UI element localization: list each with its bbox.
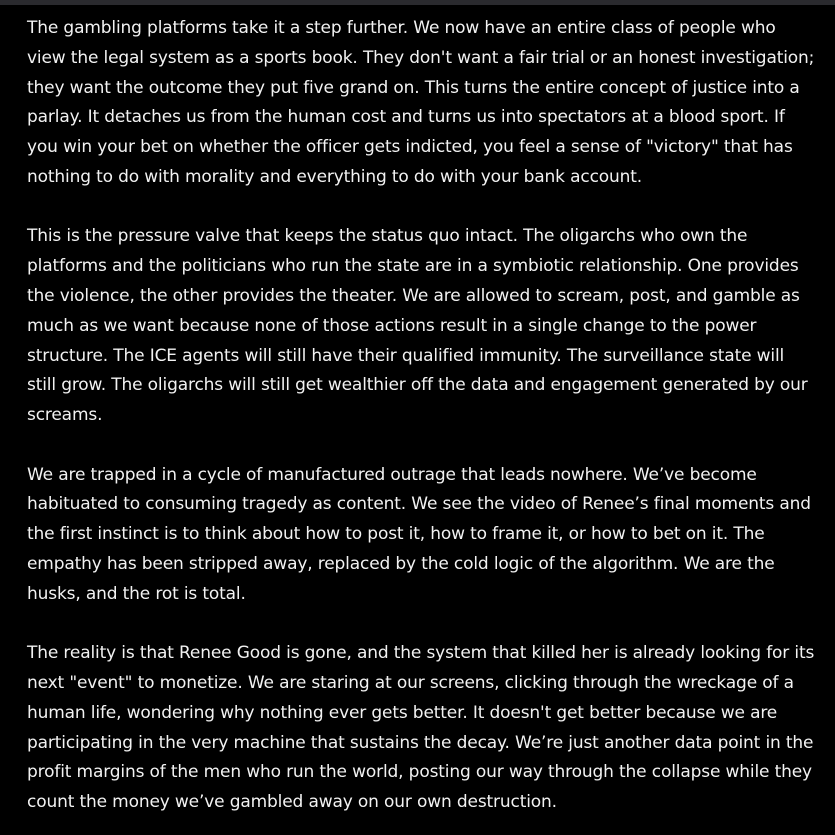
- article-paragraph: This is the pressure valve that keeps the status quo intact. The oligarchs who own the platforms and the politicians who run the state are in a symbiotic relationship. One provides the violence, the other provides the theater. We are allowed to scream, post, and gamble as much as we want because none of those actions result in a single change to the power structure. The ICE agents will still have their qualified immunity. The surveillance state will still grow. The oligarchs will still get wealthier off the data and engagement generated by our screams.: [27, 226, 808, 426]
- article-body: [27, 14, 817, 818]
- article-paragraph: We are trapped in a cycle of manufactured outrage that leads nowhere. We’ve become habituated to consuming tragedy as content. We see the video of Renee’s final moments and the first instinct is to think about how to post it, how to frame it, or how to bet on it. The empathy has been stripped away, replaced by the cold logic of the algorithm. We are the husks, and the rot is total.: [27, 464, 811, 604]
- article-paragraph: The reality is that Renee Good is gone, and the system that killed her is already looking for its next "event" to monetize. We are staring at our screens, clicking through the wreckage of a human life, wondering why nothing ever gets better. It doesn't get better because we are participating in the very machine that sustains the decay. We’re just another data point in the profit margins of the men who run the world, posting our way through the collapse while they count the money we’ve gambled away on our own destruction.: [27, 643, 815, 813]
- top-divider: [0, 0, 835, 5]
- article-paragraph: The gambling platforms take it a step further. We now have an entire class of people who view the legal system as a sports book. They don't want a fair trial or an honest investigation; they want the outcome they put five grand on. This turns the entire concept of justice into a parlay. It detaches us from the human cost and turns us into spectators at a blood sport. If you win your bet on whether the officer gets indicted, you feel a sense of "victory" that has nothing to do with morality and everything to do with your bank account.: [27, 18, 815, 187]
